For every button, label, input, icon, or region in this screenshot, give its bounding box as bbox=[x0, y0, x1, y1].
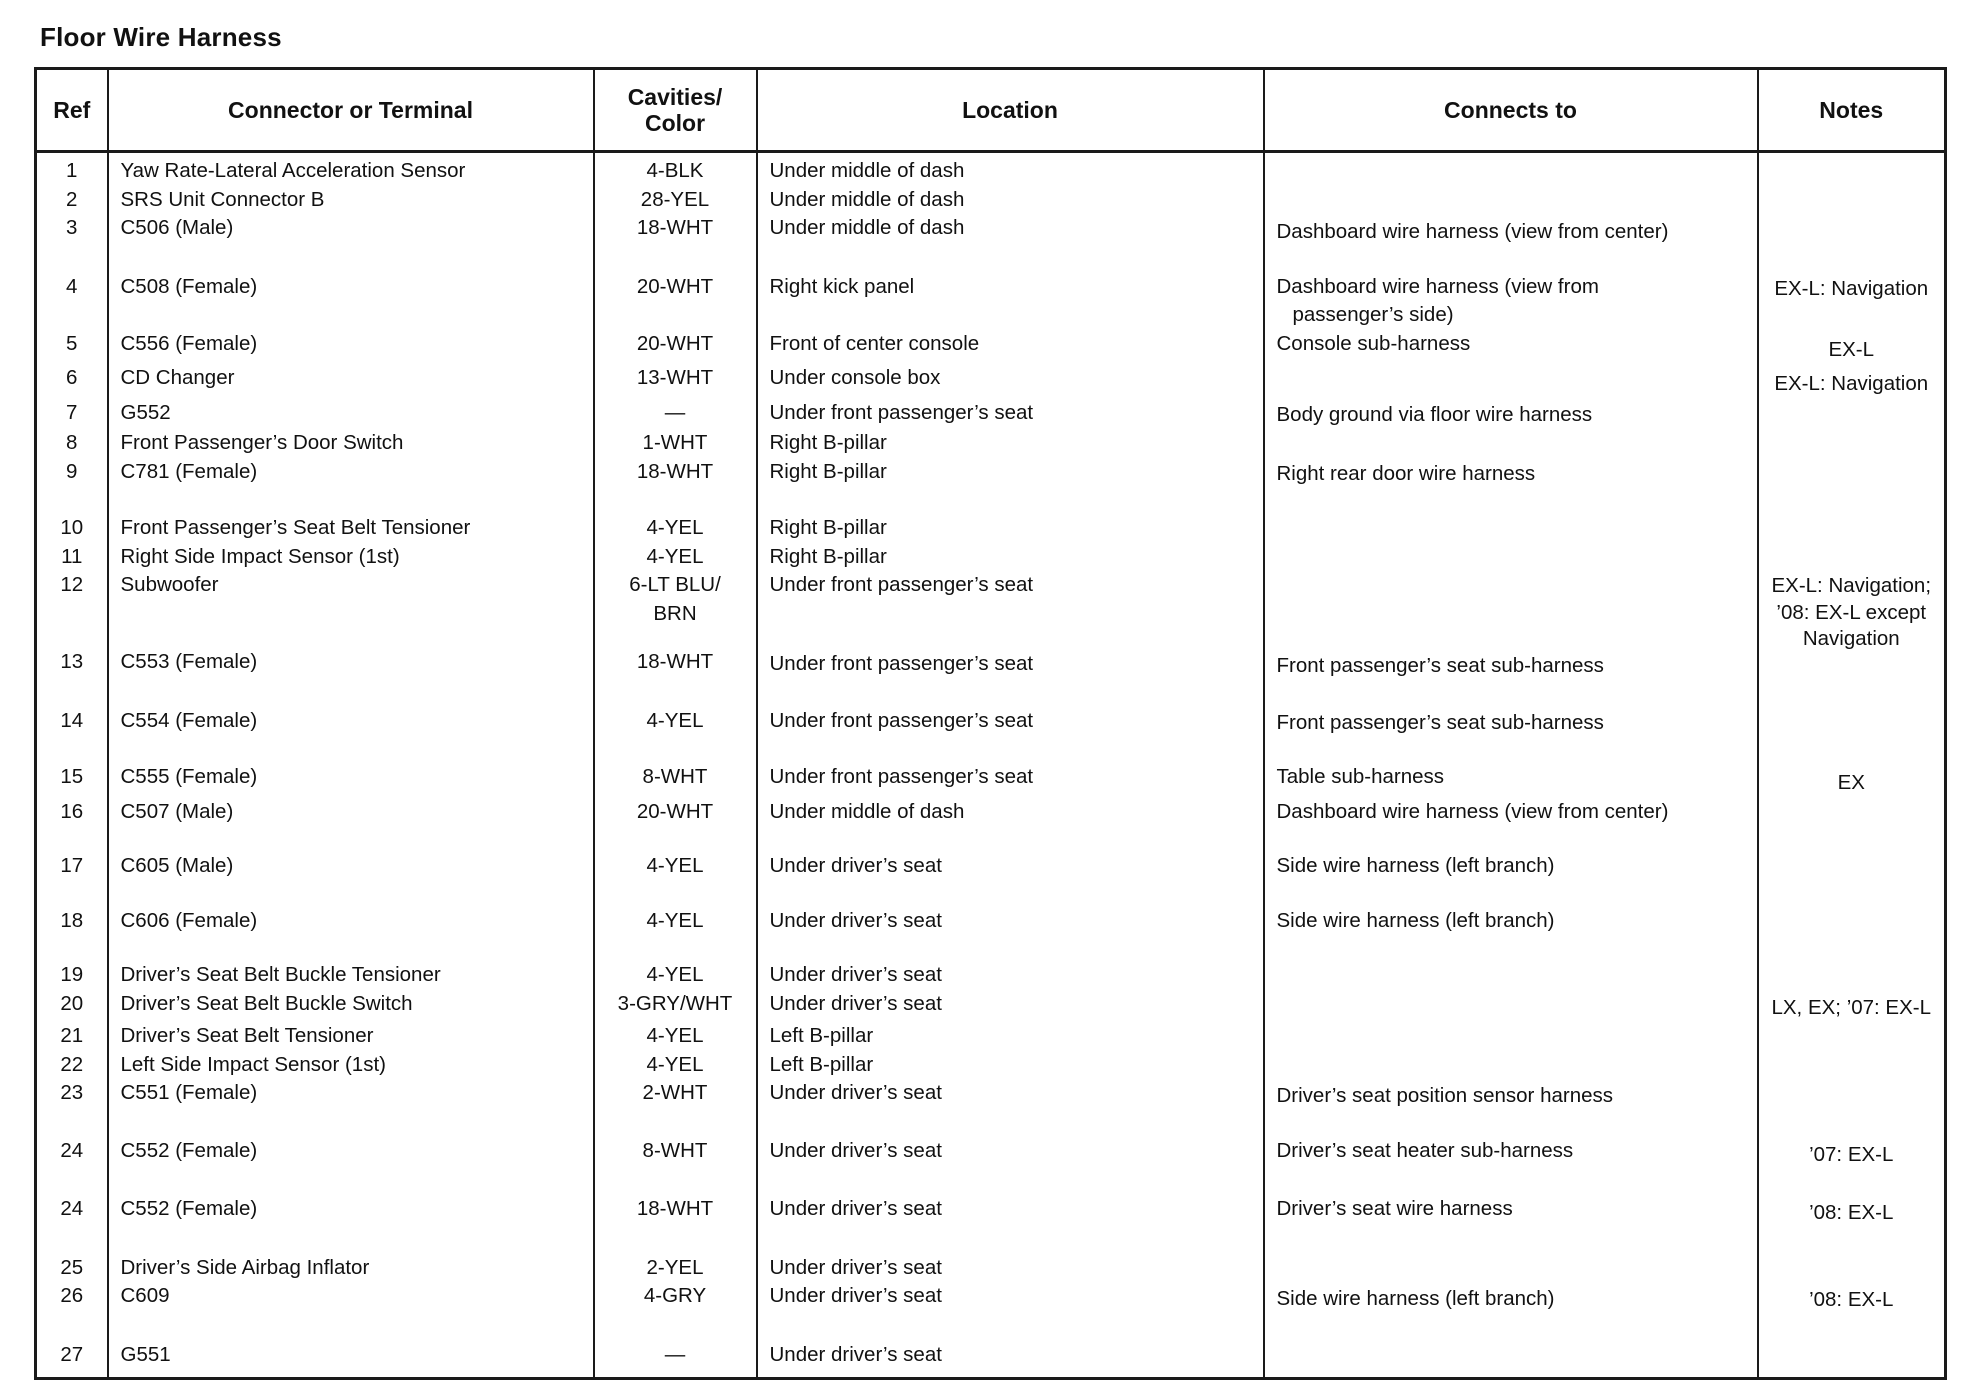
notes-cell bbox=[1758, 707, 1946, 738]
notes-line3: Navigation bbox=[1802, 627, 1900, 650]
cavities-cell: 28-YEL bbox=[594, 186, 757, 215]
location-cell: Under front passenger’s seat bbox=[757, 628, 1264, 681]
ref-cell: 2 bbox=[66, 187, 78, 211]
connector-cell: Driver’s Seat Belt Tensioner bbox=[108, 1022, 594, 1051]
table-row bbox=[36, 1022, 1946, 1051]
table-row bbox=[36, 1195, 1946, 1228]
header-connector: Connector or Terminal bbox=[108, 69, 594, 152]
connector-cell: C554 (Female) bbox=[108, 707, 594, 738]
ref-cell: 15 bbox=[60, 765, 84, 788]
table-row bbox=[36, 514, 1946, 543]
notes-cell bbox=[1758, 429, 1946, 458]
connector-cell: Front Passenger’s Door Switch bbox=[108, 429, 594, 458]
connector-cell: CD Changer bbox=[108, 364, 594, 399]
connector-cell: C552 (Female) bbox=[108, 1137, 594, 1170]
connects-line1: Dashboard wire harness (view from bbox=[1276, 274, 1599, 298]
notes-cell bbox=[1758, 1022, 1946, 1051]
table-body bbox=[36, 152, 1946, 1379]
notes-cell bbox=[1758, 152, 1946, 186]
location-cell: Right B-pillar bbox=[757, 514, 1264, 543]
location-cell: Under driver’s seat bbox=[757, 1254, 1264, 1283]
connects-line2: passenger’s side) bbox=[1292, 303, 1454, 326]
notes-cell: EX bbox=[1758, 763, 1946, 798]
table-row bbox=[36, 763, 1946, 798]
connector-cell: C606 (Female) bbox=[108, 907, 594, 936]
connector-cell: C551 (Female) bbox=[108, 1079, 594, 1111]
header-notes: Notes bbox=[1758, 69, 1946, 152]
ref-cell: 1 bbox=[66, 159, 78, 182]
notes-cell: EX-L: Navigation bbox=[1758, 273, 1946, 330]
ref-cell: 16 bbox=[60, 799, 84, 823]
spacer-row bbox=[36, 826, 1946, 852]
cavities-cell: 18-WHT bbox=[594, 1195, 757, 1228]
connects-cell bbox=[1264, 364, 1758, 399]
table-row bbox=[36, 907, 1946, 936]
table-row bbox=[36, 273, 1946, 330]
ref-cell: 9 bbox=[66, 459, 78, 483]
notes-line2: ’08: EX-L except bbox=[1776, 600, 1927, 624]
spacer-row bbox=[36, 488, 1946, 514]
table-row bbox=[36, 707, 1946, 738]
connects-cell: Table sub-harness bbox=[1264, 763, 1758, 798]
ref-cell: 27 bbox=[60, 1342, 84, 1366]
connects-cell: Dashboard wire harness (view from center) bbox=[1264, 214, 1758, 247]
cavities-cell: 4-YEL bbox=[594, 514, 757, 543]
table-row bbox=[36, 1341, 1946, 1379]
notes-cell bbox=[1758, 186, 1946, 215]
location-cell: Under front passenger’s seat bbox=[757, 707, 1264, 738]
table-row bbox=[36, 852, 1946, 881]
location-cell: Under front passenger’s seat bbox=[757, 763, 1264, 798]
connector-cell: C605 (Male) bbox=[108, 852, 594, 881]
connector-cell: Driver’s Seat Belt Buckle Tensioner bbox=[108, 961, 594, 990]
cavities-cell: 4-YEL bbox=[594, 961, 757, 990]
table-row bbox=[36, 1079, 1946, 1111]
connector-cell: C507 (Male) bbox=[108, 798, 594, 827]
spacer-row bbox=[36, 681, 1946, 707]
notes-cell bbox=[1758, 458, 1946, 489]
ref-cell: 3 bbox=[66, 216, 78, 239]
connects-cell bbox=[1264, 514, 1758, 543]
ref-cell: 10 bbox=[60, 516, 84, 539]
cavities-cell: 13-WHT bbox=[594, 364, 757, 399]
cavities-cell: 4-YEL bbox=[594, 852, 757, 881]
ref-cell: 25 bbox=[60, 1255, 84, 1279]
cavities-cell: 4-YEL bbox=[594, 907, 757, 936]
location-cell: Under middle of dash bbox=[757, 186, 1264, 215]
connects-cell: Driver’s seat heater sub-harness bbox=[1264, 1137, 1758, 1170]
ref-cell: 8 bbox=[66, 431, 78, 454]
page-title: Floor Wire Harness bbox=[40, 22, 282, 52]
spacer-row bbox=[36, 1315, 1946, 1341]
cavities-cell: — bbox=[594, 1341, 757, 1379]
ref-cell: 13 bbox=[60, 650, 84, 673]
notes-cell bbox=[1758, 543, 1946, 572]
location-cell: Right B-pillar bbox=[757, 429, 1264, 458]
cavities-cell: 18-WHT bbox=[594, 628, 757, 681]
connects-cell: Driver’s seat wire harness bbox=[1264, 1195, 1758, 1228]
cavities-line1: 6-LT BLU/ bbox=[629, 573, 721, 596]
connector-cell: C508 (Female) bbox=[108, 273, 594, 330]
cavities-cell: 4-YEL bbox=[594, 1051, 757, 1080]
table-row bbox=[36, 990, 1946, 1023]
connector-cell: Yaw Rate-Lateral Acceleration Sensor bbox=[108, 152, 594, 186]
location-cell: Under driver’s seat bbox=[757, 1195, 1264, 1228]
notes-cell bbox=[1758, 1079, 1946, 1111]
table-row bbox=[36, 458, 1946, 489]
cavities-cell: 4-YEL bbox=[594, 543, 757, 572]
location-cell: Under driver’s seat bbox=[757, 990, 1264, 1023]
location-cell: Under front passenger’s seat bbox=[757, 399, 1264, 430]
ref-cell: 14 bbox=[60, 708, 84, 732]
connects-cell: Front passenger’s seat sub-harness bbox=[1264, 707, 1758, 738]
connects-cell bbox=[1264, 961, 1758, 990]
connects-cell bbox=[1264, 1341, 1758, 1379]
connector-cell: Driver’s Side Airbag Inflator bbox=[108, 1254, 594, 1283]
location-cell: Under front passenger’s seat bbox=[757, 571, 1264, 628]
cavities-cell: 20-WHT bbox=[594, 798, 757, 827]
header-connects-to: Connects to bbox=[1264, 69, 1758, 152]
notes-cell bbox=[1758, 961, 1946, 990]
connects-cell: Right rear door wire harness bbox=[1264, 458, 1758, 489]
ref-cell: 17 bbox=[60, 854, 84, 877]
connects-cell: Console sub-harness bbox=[1264, 330, 1758, 365]
ref-cell: 7 bbox=[66, 400, 78, 424]
cavities-cell: 1-WHT bbox=[594, 429, 757, 458]
connector-cell: C553 (Female) bbox=[108, 628, 594, 681]
table-row bbox=[36, 543, 1946, 572]
connector-cell: Subwoofer bbox=[108, 571, 594, 628]
spacer-row bbox=[36, 1111, 1946, 1137]
cavities-cell: 4-YEL bbox=[594, 1022, 757, 1051]
notes-cell bbox=[1758, 907, 1946, 936]
ref-cell: 20 bbox=[60, 991, 84, 1015]
connector-cell: C609 bbox=[108, 1282, 594, 1315]
connector-cell: Right Side Impact Sensor (1st) bbox=[108, 543, 594, 572]
location-cell: Right kick panel bbox=[757, 273, 1264, 330]
location-cell: Under driver’s seat bbox=[757, 1079, 1264, 1111]
cavities-cell: 4-GRY bbox=[594, 1282, 757, 1315]
ref-cell: 24 bbox=[60, 1138, 84, 1162]
connector-cell: G551 bbox=[108, 1341, 594, 1379]
connector-cell: C781 (Female) bbox=[108, 458, 594, 489]
location-cell: Under driver’s seat bbox=[757, 907, 1264, 936]
location-cell: Under driver’s seat bbox=[757, 1282, 1264, 1315]
connector-cell: C555 (Female) bbox=[108, 763, 594, 798]
cavities-cell: 4-BLK bbox=[594, 152, 757, 186]
connects-cell: Front passenger’s seat sub-harness bbox=[1264, 628, 1758, 681]
cavities-cell bbox=[594, 571, 757, 628]
connects-cell bbox=[1264, 1022, 1758, 1051]
connector-cell: C506 (Male) bbox=[108, 214, 594, 247]
location-cell: Left B-pillar bbox=[757, 1022, 1264, 1051]
table-row bbox=[36, 571, 1946, 628]
connector-cell: C552 (Female) bbox=[108, 1195, 594, 1228]
connector-cell: Left Side Impact Sensor (1st) bbox=[108, 1051, 594, 1080]
notes-cell bbox=[1758, 399, 1946, 430]
notes-cell: ’08: EX-L bbox=[1758, 1195, 1946, 1228]
cavities-cell: 8-WHT bbox=[594, 1137, 757, 1170]
spacer-row bbox=[36, 1228, 1946, 1254]
location-cell: Under driver’s seat bbox=[757, 961, 1264, 990]
notes-line1: EX-L: Navigation; bbox=[1771, 574, 1932, 597]
ref-cell: 21 bbox=[60, 1024, 84, 1047]
notes-cell bbox=[1758, 214, 1946, 247]
connects-cell bbox=[1264, 990, 1758, 1023]
header-cavities-line1: Cavities/ bbox=[627, 84, 723, 110]
table-row bbox=[36, 186, 1946, 215]
ref-cell: 23 bbox=[60, 1081, 84, 1104]
notes-cell: EX-L bbox=[1758, 330, 1946, 365]
table-row bbox=[36, 399, 1946, 430]
connects-cell: Side wire harness (left branch) bbox=[1264, 1282, 1758, 1315]
table-row bbox=[36, 330, 1946, 365]
ref-cell: 24 bbox=[60, 1197, 84, 1220]
connector-cell: C556 (Female) bbox=[108, 330, 594, 365]
table-row bbox=[36, 429, 1946, 458]
ref-cell: 4 bbox=[66, 274, 78, 298]
connects-cell: Body ground via floor wire harness bbox=[1264, 399, 1758, 430]
table-row bbox=[36, 961, 1946, 990]
table-row bbox=[36, 364, 1946, 399]
connects-cell bbox=[1264, 186, 1758, 215]
header-cavities-line2: Color bbox=[644, 110, 706, 136]
cavities-cell: 8-WHT bbox=[594, 763, 757, 798]
ref-cell: 18 bbox=[60, 908, 84, 932]
notes-cell bbox=[1758, 1254, 1946, 1283]
location-cell: Front of center console bbox=[757, 330, 1264, 365]
connector-cell: SRS Unit Connector B bbox=[108, 186, 594, 215]
table-row bbox=[36, 1051, 1946, 1080]
ref-cell: 11 bbox=[61, 544, 83, 568]
header-location: Location bbox=[757, 69, 1264, 152]
connector-cell: G552 bbox=[108, 399, 594, 430]
connects-cell bbox=[1264, 152, 1758, 186]
table-row bbox=[36, 152, 1946, 186]
cavities-cell: 4-YEL bbox=[594, 707, 757, 738]
cavities-cell: — bbox=[594, 399, 757, 430]
connects-cell bbox=[1264, 273, 1758, 330]
cavities-cell: 2-YEL bbox=[594, 1254, 757, 1283]
table-row bbox=[36, 1137, 1946, 1170]
ref-cell: 12 bbox=[60, 573, 84, 596]
connector-cell: Front Passenger’s Seat Belt Tensioner bbox=[108, 514, 594, 543]
cavities-line2: BRN bbox=[653, 601, 697, 625]
notes-cell: ’07: EX-L bbox=[1758, 1137, 1946, 1170]
location-cell: Left B-pillar bbox=[757, 1051, 1264, 1080]
connects-cell: Dashboard wire harness (view from center) bbox=[1264, 798, 1758, 827]
connects-cell bbox=[1264, 429, 1758, 458]
header-cavities bbox=[594, 69, 757, 152]
location-cell: Under middle of dash bbox=[757, 798, 1264, 827]
location-cell: Under driver’s seat bbox=[757, 1137, 1264, 1170]
connects-cell bbox=[1264, 1254, 1758, 1283]
connects-cell: Side wire harness (left branch) bbox=[1264, 907, 1758, 936]
notes-cell bbox=[1758, 798, 1946, 827]
location-cell: Under middle of dash bbox=[757, 152, 1264, 186]
location-cell: Right B-pillar bbox=[757, 458, 1264, 489]
spacer-row bbox=[36, 935, 1946, 961]
location-cell: Under driver’s seat bbox=[757, 852, 1264, 881]
cavities-cell: 20-WHT bbox=[594, 273, 757, 330]
ref-cell: 22 bbox=[60, 1052, 84, 1076]
cavities-cell: 3-GRY/WHT bbox=[594, 990, 757, 1023]
spacer-row bbox=[36, 247, 1946, 273]
notes-cell: LX, EX; ’07: EX-L bbox=[1758, 990, 1946, 1023]
location-cell: Under middle of dash bbox=[757, 214, 1264, 247]
connects-cell bbox=[1264, 543, 1758, 572]
notes-cell bbox=[1758, 1341, 1946, 1379]
cavities-cell: 18-WHT bbox=[594, 214, 757, 247]
ref-cell: 19 bbox=[60, 963, 84, 986]
ref-cell: 6 bbox=[66, 366, 78, 389]
connects-cell: Side wire harness (left branch) bbox=[1264, 852, 1758, 881]
ref-cell: 26 bbox=[60, 1284, 84, 1307]
notes-cell bbox=[1758, 571, 1946, 681]
table-row bbox=[36, 1282, 1946, 1315]
notes-cell bbox=[1758, 852, 1946, 881]
connector-cell: Driver’s Seat Belt Buckle Switch bbox=[108, 990, 594, 1023]
ref-cell: 5 bbox=[66, 331, 78, 355]
location-cell: Right B-pillar bbox=[757, 543, 1264, 572]
header-ref: Ref bbox=[36, 69, 108, 152]
header-row bbox=[36, 69, 1946, 152]
location-cell: Under driver’s seat bbox=[757, 1341, 1264, 1379]
cavities-cell: 18-WHT bbox=[594, 458, 757, 489]
notes-cell: ’08: EX-L bbox=[1758, 1282, 1946, 1315]
harness-table bbox=[34, 67, 1947, 1380]
connects-cell: Driver’s seat position sensor harness bbox=[1264, 1079, 1758, 1111]
notes-cell bbox=[1758, 1051, 1946, 1080]
table-row bbox=[36, 1254, 1946, 1283]
spacer-row bbox=[36, 737, 1946, 763]
cavities-cell: 2-WHT bbox=[594, 1079, 757, 1111]
spacer-row bbox=[36, 881, 1946, 907]
notes-cell: EX-L: Navigation bbox=[1758, 364, 1946, 399]
table-row bbox=[36, 798, 1946, 827]
location-cell: Under console box bbox=[757, 364, 1264, 399]
spacer-row bbox=[36, 1169, 1946, 1195]
table-row bbox=[36, 628, 1946, 681]
cavities-cell: 20-WHT bbox=[594, 330, 757, 365]
connects-cell bbox=[1264, 1051, 1758, 1080]
connects-cell bbox=[1264, 571, 1758, 628]
notes-cell bbox=[1758, 514, 1946, 543]
table-row bbox=[36, 214, 1946, 247]
